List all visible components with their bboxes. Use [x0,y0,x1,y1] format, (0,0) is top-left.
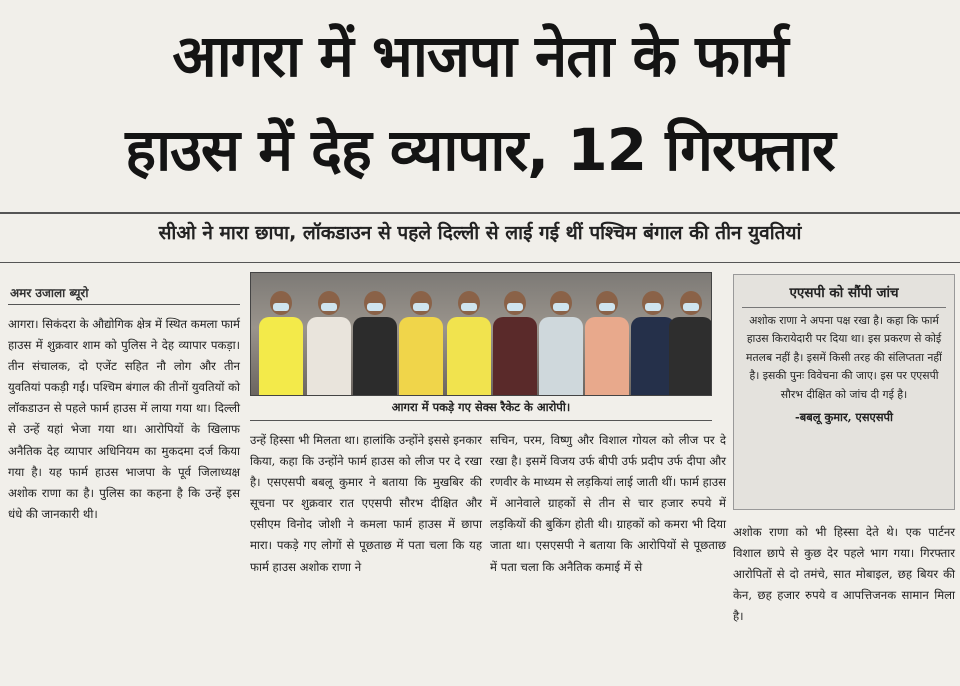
article-text-4: अशोक राणा को भी हिस्सा देते थे। एक पार्टनर विशाल छापे से कुछ देर पहले भाग गया। गिरफ्तार आरोपितों से दो तमंचे, सात मोबाइल, छह बियर की केन, छह हजार रुपये व आपत्तिजनक सामान मिला है। [733,525,955,624]
headline-line-2: हाउस में देह व्यापार, 12 गिरफ्तार [125,116,835,184]
side-box-divider [742,307,946,308]
top-divider [0,212,960,214]
subheadline: सीओ ने मारा छापा, लॉकडाउन से पहले दिल्ली से लाई गई थीं पश्चिम बंगाल की तीन युवतियां [158,222,802,244]
article-column-3 [490,430,726,578]
article-column-1 [8,314,240,525]
side-box-body: अशोक राणा ने अपना पक्ष रखा है। कहा कि फार्म हाउस किरायेदारी पर दिया था। इस प्रकरण से कोई मतलब नहीं है। इसमें किसी तरह की संलिप्तता नहीं है। इसकी पुनः विवेचना की जाए। इस पर एएसपी सौरभ दीक्षित को जांच दी गई है। [746,314,942,401]
article-column-2 [250,430,482,578]
byline: अमर उजाला ब्यूरो [10,286,89,300]
subhead-divider [0,262,960,263]
side-box-signature: -बबलू कुमार, एसएसपी [795,410,893,425]
news-photo [250,272,712,396]
article-column-4 [733,522,955,627]
photo-caption: आगरा में पकड़े गए सेक्स रैकेट के आरोपी। [391,400,571,414]
article-text-1: आगरा। सिकंदरा के औद्योगिक क्षेत्र में स्थित कमला फार्म हाउस में शुक्रवार शाम को पुलिस ने देह व्यापार पकड़ा। तीन संचालक, दो एजेंट सहित नौ लोग और तीन युवतियां पकड़ी गईं। पश्चिम बंगाल की तीनों युवतियों को लॉकडाउन से पहले फार्म हाउस में लाया गया था। दिल्ली से उन्हें यहां भेजा गया था। आरोपियों के खिलाफ अनैतिक देह व्यापार अधिनियम का मुकदमा दर्ज किया गया है। यह फार्म हाउस भाजपा के पूर्व जिलाध्यक्ष अशोक राणा का है। पुलिस का कहना है कि उन्हें इस धंधे की जानकारी थी। [8,317,240,521]
headline-line-1: आगरा में भाजपा नेता के फार्म [172,22,788,90]
article-text-3: सचिन, परम, विष्णु और विशाल गोयल को लीज पर दे रखा है। इसमें विजय उर्फ बीपी उर्फ प्रदीप उर्फ दीपा और रणवीर के माध्यम से लड़कियां लाई जाती थीं। फार्म हाउस में आनेवाले ग्राहकों से तीन से चार हजार रुपये में लड़कियों की बुकिंग होती थी। ग्राहकों को कमरा भी दिया जाता था। एसएसपी ने बताया कि आरोपियों से पूछताछ में पता चला कि अनैतिक कमाई में से [490,433,726,574]
article-text-2: उन्हें हिस्सा भी मिलता था। हालांकि उन्होंने इससे इनकार किया, कहा कि उन्होंने फार्म हाउस को लीज पर दे रखा है। एसएसपी बबलू कुमार ने बताया कि मुखबिर की सूचना पर शुक्रवार रात एएसपी सौरभ दीक्षित और एसीएम विनोद जोशी ने कमला फार्म हाउस में छापा मारा। पकड़े गए लोगों से पूछताछ में पता चला कि यह फार्म हाउस अशोक राणा ने [250,433,482,574]
byline-divider [8,304,240,305]
caption-divider [250,420,712,421]
side-box-title: एएसपी को सौंपी जांच [789,285,899,301]
side-box [733,274,955,510]
